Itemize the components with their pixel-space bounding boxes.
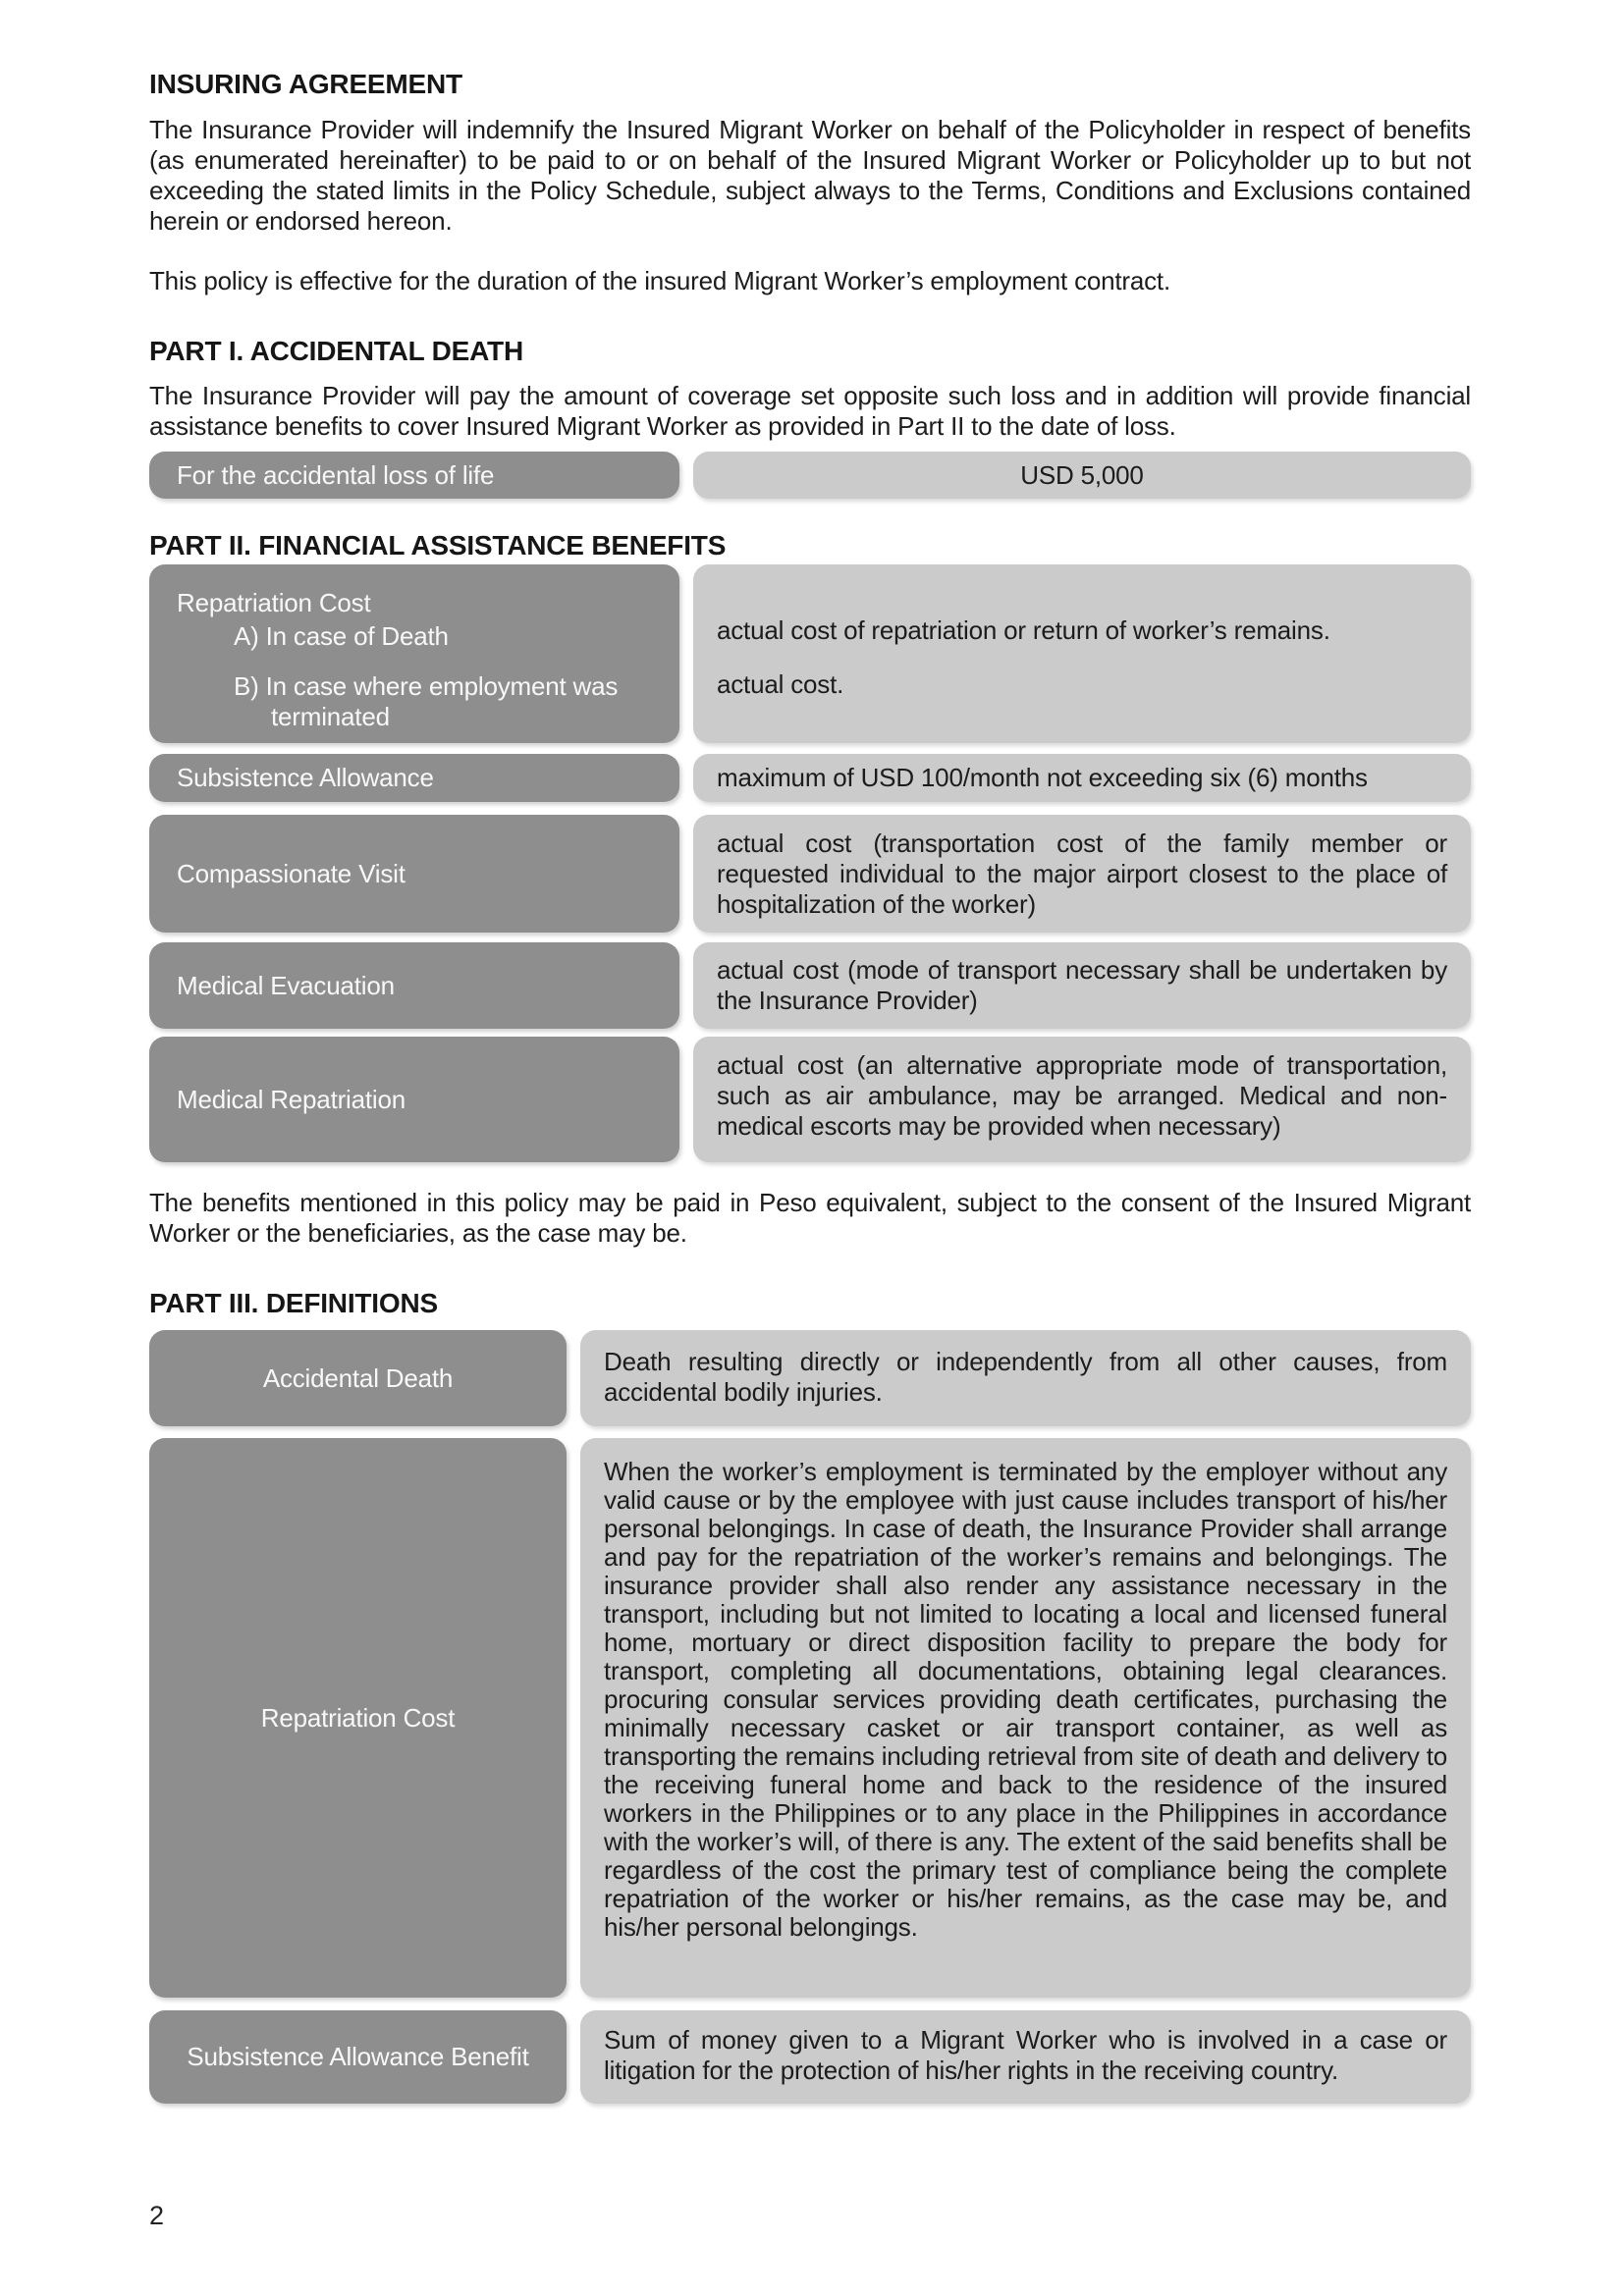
- medical-evacuation-value-box: actual cost (mode of transport necessary shall be undertaken by the Insurance Provider): [693, 942, 1471, 1029]
- compassionate-visit-label-box: [149, 815, 679, 933]
- subsistence-benefit-term: Subsistence Allowance Benefit: [187, 2042, 529, 2071]
- medical-evacuation-row: [149, 942, 1471, 1029]
- repatriation-cost-label-box: [149, 564, 679, 743]
- subsistence-benefit-definition-row: [149, 2010, 1471, 2104]
- accidental-death-definition-row: [149, 1330, 1471, 1426]
- part1-heading: PART I. ACCIDENTAL DEATH: [149, 336, 523, 366]
- repatriation-case-a-value: actual cost of repatriation or return of worker’s remains.: [717, 615, 1330, 645]
- subsistence-allowance-label-box: [149, 754, 679, 802]
- medical-repatriation-value-box: actual cost (an alternative appropriate mode of transportation, such as air ambulance, may be arranged. Medical and non-medical escorts may be provided when necessary): [693, 1037, 1471, 1162]
- subsistence-allowance-label: Subsistence Allowance: [177, 763, 434, 792]
- part3-heading: PART III. DEFINITIONS: [149, 1288, 438, 1318]
- repatriation-case-b-label: B) In case where employment was terminated: [234, 671, 619, 731]
- compassionate-visit-value-box: actual cost (transportation cost of the family member or requested individual to the major airport closest to the place of hospitalization of the worker): [693, 815, 1471, 933]
- policy-duration-paragraph: This policy is effective for the duration of the insured Migrant Worker’s employment contract.: [149, 266, 1170, 295]
- medical-repatriation-label: Medical Repatriation: [177, 1084, 406, 1114]
- accidental-loss-row: [149, 452, 1471, 499]
- peso-equivalent-paragraph: The benefits mentioned in this policy may be paid in Peso equivalent, subject to the consent of the Insured Migrant Worker or the beneficiaries, as the case may be.: [149, 1188, 1471, 1248]
- medical-evacuation-label: Medical Evacuation: [177, 970, 395, 1000]
- compassionate-visit-row: [149, 815, 1471, 933]
- accidental-death-term-box: [149, 1330, 567, 1426]
- medical-repatriation-row: [149, 1037, 1471, 1162]
- accidental-loss-value-box: [693, 452, 1471, 499]
- repatriation-case-b-value: actual cost.: [717, 669, 844, 699]
- accidental-death-term: Accidental Death: [262, 1362, 454, 1393]
- repatriation-cost-value-box: [693, 564, 1471, 743]
- page-number: 2: [149, 2201, 164, 2230]
- part1-paragraph: The Insurance Provider will pay the amount of coverage set opposite such loss and in addition will provide financial assistance benefits to cover Insured Migrant Worker as provided in Part II to the date of loss.: [149, 381, 1471, 441]
- insuring-agreement-heading: INSURING AGREEMENT: [149, 69, 462, 99]
- accidental-loss-value: USD 5,000: [1020, 459, 1144, 490]
- subsistence-allowance-value-box: [693, 754, 1471, 802]
- part2-heading: PART II. FINANCIAL ASSISTANCE BENEFITS: [149, 530, 727, 561]
- medical-repatriation-label-box: [149, 1037, 679, 1162]
- repatriation-case-a-label: A) In case of Death: [234, 621, 449, 651]
- repatriation-cost-label: Repatriation Cost: [177, 588, 371, 617]
- repatriation-cost-row: [149, 564, 1471, 743]
- subsistence-allowance-value: maximum of USD 100/month not exceeding six (6) months: [717, 763, 1368, 792]
- repatriation-cost-definition-row: [149, 1438, 1471, 1998]
- subsistence-benefit-term-box: [149, 2010, 567, 2104]
- accidental-death-definition-box: Death resulting directly or independently from all other causes, from accidental bodily injuries.: [580, 1330, 1471, 1426]
- subsistence-benefit-definition-box: Sum of money given to a Migrant Worker who is involved in a case or litigation for the protection of his/her rights in the receiving country.: [580, 2010, 1471, 2104]
- accidental-loss-label: For the accidental loss of life: [177, 459, 495, 490]
- accidental-loss-label-box: [149, 452, 679, 499]
- subsistence-allowance-row: [149, 754, 1471, 802]
- insuring-agreement-paragraph: The Insurance Provider will indemnify the Insured Migrant Worker on behalf of the Policyholder in respect of benefits (as enumerated hereinafter) to be paid to or on behalf of the Insured Migrant Worker or Policyholder up to but not exceeding the stated limits in the Policy Schedule, subject always to the Terms, Conditions and Exclusions contained herein or endorsed hereon.: [149, 115, 1471, 236]
- repatriation-cost-definition-box: When the worker’s employment is terminated by the employer without any valid cause or by the employee with just cause includes transport of his/her personal belongings. In case of death, the Insurance Provider shall arrange and pay for the repatriation of the worker’s remains and belongings. The insurance provider shall also render any assistance necessary in the transport, including but not limited to locating a local and licensed funeral home, mortuary or direct disposition facility to prepare the body for transport, completing all documentations, obtaining legal clearances. procuring consular services providing death certificates, purchasing the minimally necessary casket or air transport container, as well as transporting the remains including retrieval from site of death and delivery to the receiving funeral home and back to the residence of the insured workers in the Philippines or to any place in the Philippines in accordance with the worker’s will, of there is any. The extent of the said benefits shall be regardless of the cost the primary test of compliance being the complete repatriation of the worker or his/her remains, as the case may be, and his/her personal belongings.: [580, 1438, 1471, 1998]
- repatriation-cost-term: Repatriation Cost: [260, 1702, 456, 1733]
- repatriation-cost-term-box: [149, 1438, 567, 1998]
- compassionate-visit-label: Compassionate Visit: [177, 858, 406, 888]
- medical-evacuation-label-box: [149, 942, 679, 1029]
